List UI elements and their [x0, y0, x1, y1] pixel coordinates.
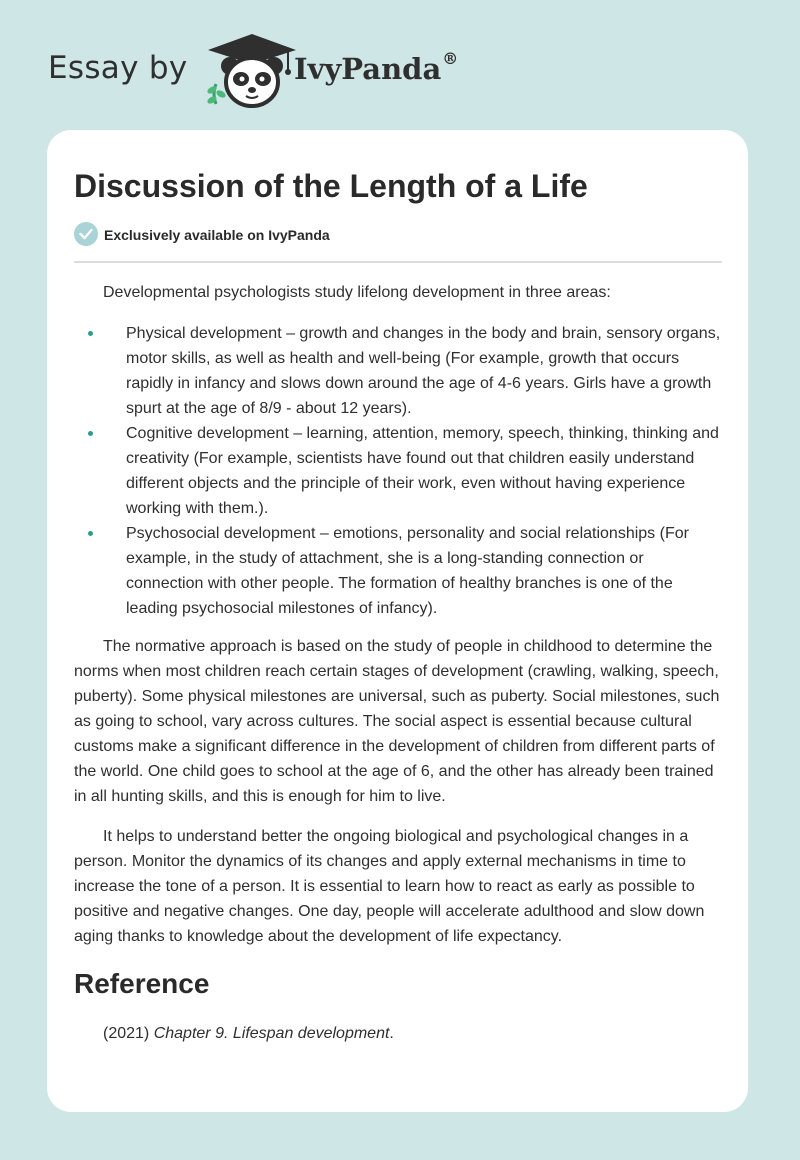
- brand-name[interactable]: IvyPanda®: [294, 49, 459, 86]
- divider: [74, 261, 722, 263]
- reference-entry: (2021) Chapter 9. Lifespan development.: [103, 1025, 394, 1042]
- essay-card: [47, 130, 748, 1112]
- exclusive-label: Exclusively available on IvyPanda: [104, 227, 330, 243]
- bullet-icon: [88, 531, 93, 536]
- list-item: Physical development – growth and changes in the body and brain, sensory organs, motor skills, as well as health and well-being (For example, growth that occurs rapidly in infancy and slows down around the age of 4-6 years. Girls have a growth spurt at the age of 8/9 - about 12 years).: [74, 321, 722, 421]
- development-list: [74, 321, 722, 621]
- panda-logo-icon[interactable]: [202, 32, 302, 110]
- list-item: Psychosocial development – emotions, personality and social relationships (For example, in the study of attachment, she is a long-standing connection or connection with other people. The formation of healthy branches is one of the leading psychosocial milestones of infancy).: [74, 521, 722, 621]
- essay-by-label: Essay by: [48, 50, 188, 86]
- list-item: Cognitive development – learning, attention, memory, speech, thinking, thinking and creativity (For example, scientists have found out that children easily understand different objects and the principle of their work, even without having experience working with them.).: [74, 421, 722, 521]
- intro-paragraph: Developmental psychologists study lifelong development in three areas:: [103, 284, 611, 301]
- bullet-icon: [88, 431, 93, 436]
- body-paragraph: The normative approach is based on the study of people in childhood to determine the norms when most children reach certain stages of development (crawling, walking, speech, puberty). Some physical milestones are universal, such as puberty. Social milestones, such as going to school, vary across cultures. The social aspect is essential because cultural customs make a significant difference in the development of children from different parts of the world. One child goes to school at the age of 6, and the other has already been trained in all hunting skills, and this is enough for him to live.: [74, 638, 720, 805]
- check-circle-icon: [74, 222, 98, 246]
- page-title: Discussion of the Length of a Life: [74, 168, 588, 204]
- essay-body: [74, 280, 722, 1046]
- site-header: [48, 30, 648, 110]
- body-paragraph: It helps to understand better the ongoing biological and psychological changes in a person. Monitor the dynamics of its changes and apply external mechanisms in time to increase the tone of a person. It is essential to learn how to react as early as possible to positive and negative changes. One day, people will accelerate adulthood and slow down aging thanks to knowledge about the development of life expectancy.: [74, 828, 705, 945]
- registered-mark: ®: [442, 49, 459, 69]
- reference-heading: Reference: [74, 968, 210, 999]
- bullet-icon: [88, 331, 93, 336]
